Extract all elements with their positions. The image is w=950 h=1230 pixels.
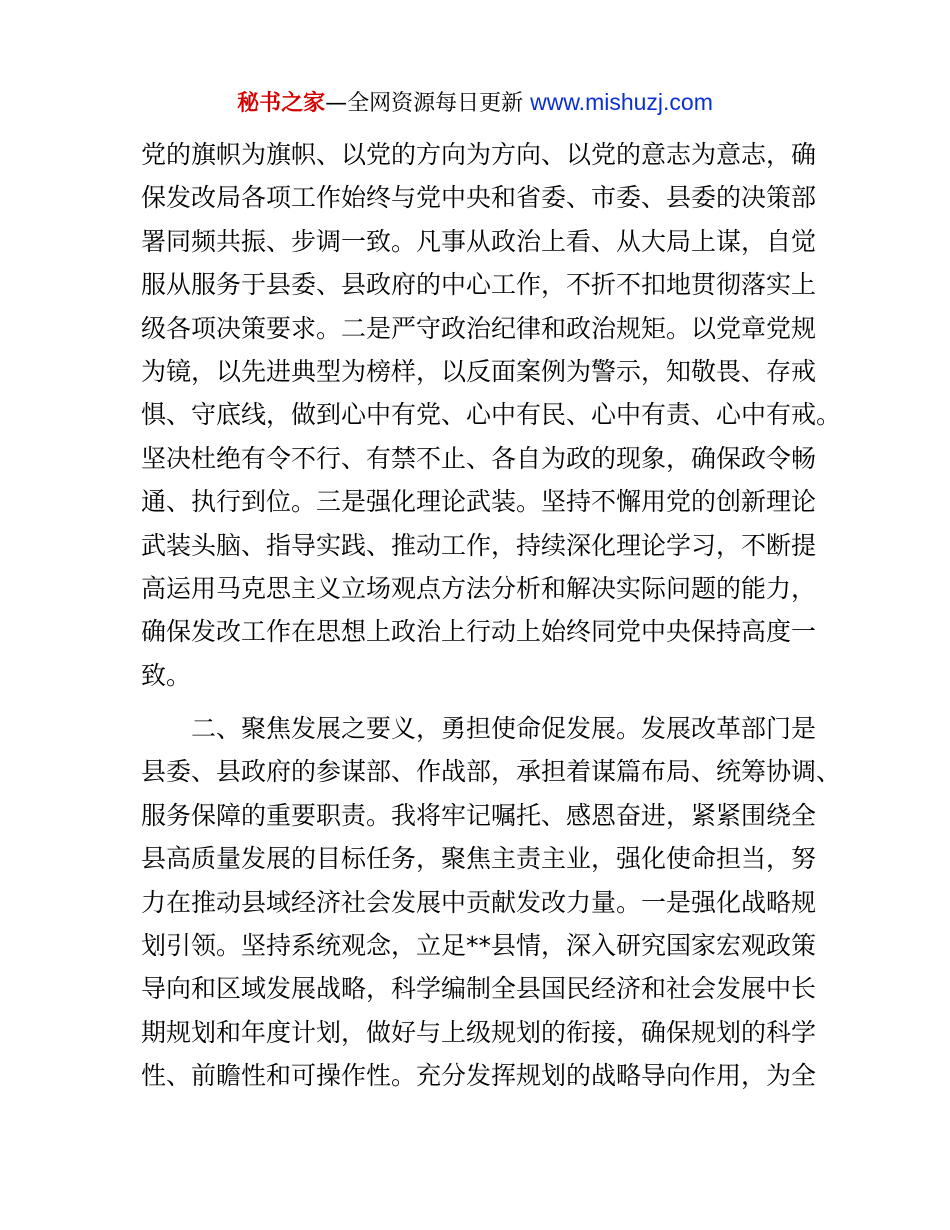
text-line: 署同频共振、步调一致。凡事从政治上看、从大局上谋，自觉 xyxy=(141,226,817,256)
paragraph-spacer xyxy=(141,697,821,707)
text-line: 划引领。坚持系统观念，立足**县情，深入研究国家宏观政策 xyxy=(141,931,817,961)
header-tagline: —全网资源每日更新 xyxy=(325,91,524,116)
text-line: 力在推动县域经济社会发展中贡献发改力量。一是强化战略规 xyxy=(141,887,817,917)
brand-name: 秘书之家 xyxy=(237,91,326,116)
text-line: 确保发改工作在思想上政治上行动上始终同党中央保持高度一 xyxy=(141,617,817,647)
text-line: 高运用马克思主义立场观点方法分析和解决实际问题的能力， xyxy=(141,573,817,603)
text-line: 通、执行到位。三是强化理论武装。坚持不懈用党的创新理论 xyxy=(141,487,817,517)
text-line: 武装头脑、指导实践、推动工作，持续深化理论学习，不断提 xyxy=(141,530,817,560)
text-line: 致。 xyxy=(141,660,192,690)
site-header xyxy=(0,86,950,120)
text-line: 保发改局各项工作始终与党中央和省委、市委、县委的决策部 xyxy=(141,183,817,213)
document-body xyxy=(141,133,842,1098)
text-line: 坚决杜绝有令不行、有禁不止、各自为政的现象，确保政令畅 xyxy=(141,443,817,473)
text-line: 为镜，以先进典型为榜样，以反面案例为警示，知敬畏、存戒 xyxy=(141,356,817,386)
text-line: 级各项决策要求。二是严守政治纪律和政治规矩。以党章党规 xyxy=(141,313,817,343)
text-line: 二、聚焦发展之要义，勇担使命促发展。发展改革部门是 xyxy=(141,714,817,744)
text-line: 性、前瞻性和可操作性。充分发挥规划的战略导向作用，为全 xyxy=(141,1061,817,1091)
text-line: 惧、守底线，做到心中有党、心中有民、心中有责、心中有戒。 xyxy=(141,400,842,430)
text-line: 导向和区域发展战略，科学编制全县国民经济和社会发展中长 xyxy=(141,974,817,1004)
text-line: 服从服务于县委、县政府的中心工作，不折不扣地贯彻落实上 xyxy=(141,270,817,300)
text-line: 县委、县政府的参谋部、作战部，承担着谋篇布局、统筹协调、 xyxy=(141,757,842,787)
text-line: 期规划和年度计划，做好与上级规划的衔接，确保规划的科学 xyxy=(141,1017,817,1047)
site-url-link[interactable]: www.mishuzj.com xyxy=(530,89,713,115)
text-line: 党的旗帜为旗帜、以党的方向为方向、以党的意志为意志，确 xyxy=(141,140,817,169)
text-line: 服务保障的重要职责。我将牢记嘱托、感恩奋进，紧紧围绕全 xyxy=(141,800,817,830)
paragraph-2 xyxy=(141,707,842,1098)
paragraph-1 xyxy=(141,133,842,697)
text-line: 县高质量发展的目标任务，聚焦主责主业，强化使命担当，努 xyxy=(141,844,817,874)
